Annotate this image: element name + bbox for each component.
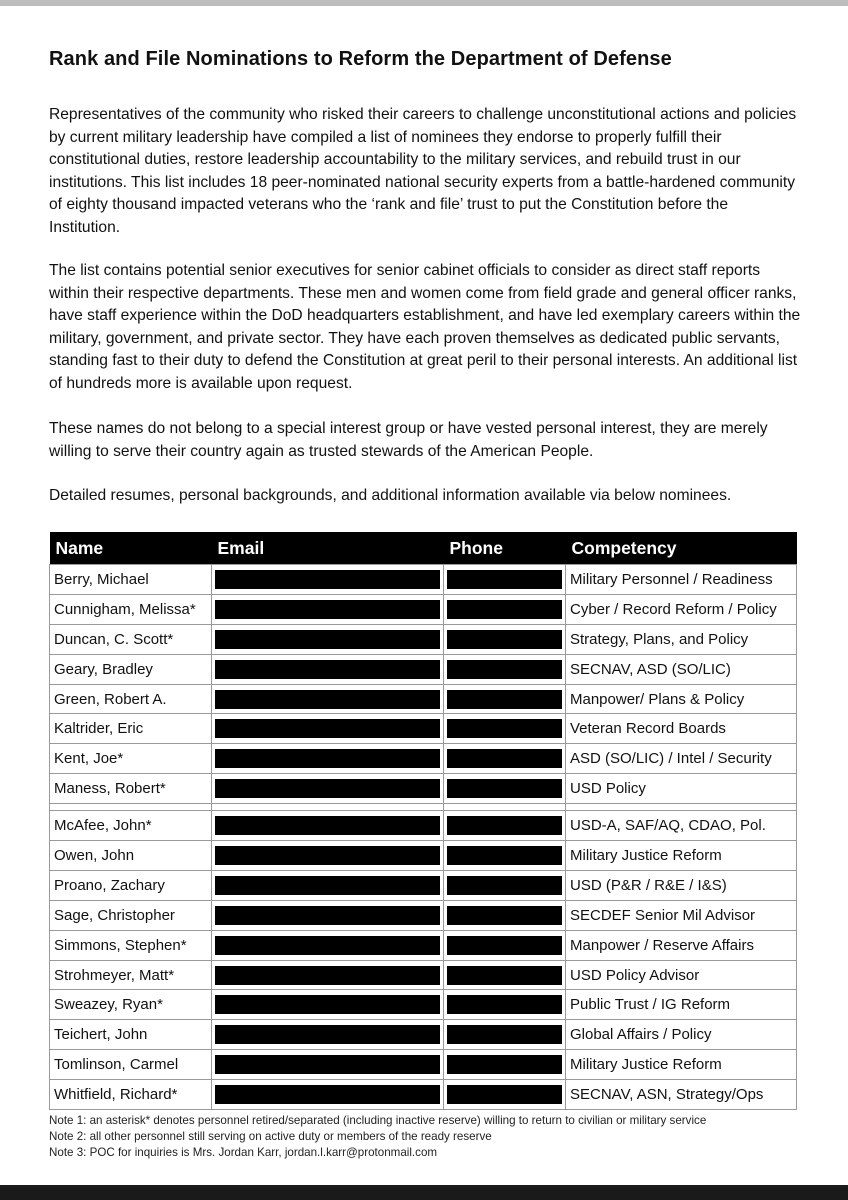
nominee-name: Geary, Bradley bbox=[50, 654, 212, 684]
table-row bbox=[50, 774, 797, 804]
footnotes bbox=[49, 1113, 809, 1161]
table-row bbox=[50, 870, 797, 900]
nominee-name: Strohmeyer, Matt* bbox=[50, 960, 212, 990]
document-title: Rank and File Nominations to Reform the Department of Defense bbox=[49, 48, 672, 70]
note-1: Note 1: an asterisk* denotes personnel retired/separated (including inactive reserve) willing to return to civilian or military service bbox=[49, 1114, 707, 1127]
email-redaction bbox=[215, 906, 440, 925]
nominee-name: Owen, John bbox=[50, 841, 212, 871]
phone-redaction bbox=[447, 846, 562, 865]
nominee-competency: SECNAV, ASD (SO/LIC) bbox=[566, 654, 797, 684]
top-edge bbox=[0, 0, 848, 6]
nominee-competency: SECDEF Senior Mil Advisor bbox=[566, 900, 797, 930]
phone-cell bbox=[444, 684, 566, 714]
nominee-competency: USD Policy Advisor bbox=[566, 960, 797, 990]
intro-paragraph: Representatives of the community who risked their careers to challenge unconstitutional actions and policies by current military leadership have compiled a list of nominees they endorse to properly fulfill their constitutional duties, restore leadership accountability to the military services, and rebuild trust in our institutions. This list includes 18 peer-nominated national security experts from a battle-hardened community of eighty thousand impacted veterans who the ‘rank and file’ trust to put the Constitution before the Institution. bbox=[49, 106, 797, 236]
email-cell bbox=[212, 624, 444, 654]
nominee-name: McAfee, John* bbox=[50, 811, 212, 841]
table-row bbox=[50, 990, 797, 1020]
nominee-competency: Global Affairs / Policy bbox=[566, 1020, 797, 1050]
email-redaction bbox=[215, 600, 440, 619]
phone-cell bbox=[444, 714, 566, 744]
nominee-name: Simmons, Stephen* bbox=[50, 930, 212, 960]
nominee-competency: Military Justice Reform bbox=[566, 841, 797, 871]
phone-cell bbox=[444, 1020, 566, 1050]
phone-cell bbox=[444, 744, 566, 774]
table-row bbox=[50, 565, 797, 595]
table-row bbox=[50, 811, 797, 841]
email-cell bbox=[212, 714, 444, 744]
phone-redaction bbox=[447, 660, 562, 679]
table-row bbox=[50, 841, 797, 871]
list-description-paragraph: The list contains potential senior executives for senior cabinet officials to consider as direct staff reports within their respective departments. These men and women come from field grade and general officer ranks, have staff experience within the DoD headquarters establishment, and have led exemplary careers within the military, government, and private sector. They have each proven themselves as dedicated public servants, standing fast to their duty to defend the Constitution at great peril to their personal interests. An additional list of hundreds more is available upon request. bbox=[49, 262, 801, 392]
table-row bbox=[50, 1050, 797, 1080]
phone-redaction bbox=[447, 936, 562, 955]
table-row bbox=[50, 684, 797, 714]
email-cell bbox=[212, 654, 444, 684]
nominee-competency: USD Policy bbox=[566, 774, 797, 804]
email-cell bbox=[212, 744, 444, 774]
nominee-competency: Public Trust / IG Reform bbox=[566, 990, 797, 1020]
nominee-name: Maness, Robert* bbox=[50, 774, 212, 804]
email-redaction bbox=[215, 660, 440, 679]
email-redaction bbox=[215, 690, 440, 709]
phone-cell bbox=[444, 654, 566, 684]
nominee-name: Proano, Zachary bbox=[50, 870, 212, 900]
nominee-competency: SECNAV, ASN, Strategy/Ops bbox=[566, 1080, 797, 1110]
phone-redaction bbox=[447, 966, 562, 985]
table-row bbox=[50, 714, 797, 744]
nominee-competency: USD (P&R / R&E / I&S) bbox=[566, 870, 797, 900]
email-cell bbox=[212, 960, 444, 990]
phone-redaction bbox=[447, 906, 562, 925]
nominees-table bbox=[49, 532, 797, 1110]
phone-cell bbox=[444, 960, 566, 990]
phone-cell bbox=[444, 1080, 566, 1110]
phone-redaction bbox=[447, 749, 562, 768]
nominee-name: Duncan, C. Scott* bbox=[50, 624, 212, 654]
email-redaction bbox=[215, 719, 440, 738]
email-redaction bbox=[215, 570, 440, 589]
table-row bbox=[50, 1020, 797, 1050]
email-redaction bbox=[215, 846, 440, 865]
phone-redaction bbox=[447, 630, 562, 649]
gap-cell bbox=[212, 804, 444, 811]
nominee-competency: Manpower / Reserve Affairs bbox=[566, 930, 797, 960]
email-cell bbox=[212, 1080, 444, 1110]
phone-redaction bbox=[447, 995, 562, 1014]
gap-cell bbox=[50, 804, 212, 811]
email-redaction bbox=[215, 749, 440, 768]
nominee-name: Kaltrider, Eric bbox=[50, 714, 212, 744]
phone-cell bbox=[444, 624, 566, 654]
email-redaction bbox=[215, 1085, 440, 1104]
phone-cell bbox=[444, 900, 566, 930]
nominee-name: Sage, Christopher bbox=[50, 900, 212, 930]
email-redaction bbox=[215, 876, 440, 895]
table-row bbox=[50, 594, 797, 624]
phone-redaction bbox=[447, 570, 562, 589]
table-row bbox=[50, 744, 797, 774]
header-email: Email bbox=[217, 537, 265, 558]
email-cell bbox=[212, 990, 444, 1020]
phone-redaction bbox=[447, 816, 562, 835]
nominee-name: Teichert, John bbox=[50, 1020, 212, 1050]
nominee-competency: Veteran Record Boards bbox=[566, 714, 797, 744]
note-2: Note 2: all other personnel still serving on active duty or members of the ready reserve bbox=[49, 1130, 492, 1143]
nominee-competency: Strategy, Plans, and Policy bbox=[566, 624, 797, 654]
phone-redaction bbox=[447, 1085, 562, 1104]
header-name: Name bbox=[55, 537, 104, 558]
header-phone: Phone bbox=[449, 537, 503, 558]
bottom-edge bbox=[0, 1185, 848, 1200]
row-gap bbox=[50, 804, 797, 811]
email-redaction bbox=[215, 1025, 440, 1044]
phone-cell bbox=[444, 990, 566, 1020]
email-redaction bbox=[215, 816, 440, 835]
table-header-row bbox=[50, 532, 797, 565]
email-cell bbox=[212, 900, 444, 930]
phone-redaction bbox=[447, 779, 562, 798]
gap-cell bbox=[444, 804, 566, 811]
email-cell bbox=[212, 930, 444, 960]
email-redaction bbox=[215, 779, 440, 798]
independence-paragraph: These names do not belong to a special interest group or have vested personal interest, they are merely willing to serve their country again as trusted stewards of the American People. bbox=[49, 420, 768, 460]
email-cell bbox=[212, 1050, 444, 1080]
phone-cell bbox=[444, 811, 566, 841]
email-cell bbox=[212, 811, 444, 841]
email-cell bbox=[212, 684, 444, 714]
email-cell bbox=[212, 1020, 444, 1050]
gap-cell bbox=[566, 804, 797, 811]
table-body bbox=[50, 565, 797, 1110]
nominee-competency: Cyber / Record Reform / Policy bbox=[566, 594, 797, 624]
table-row bbox=[50, 654, 797, 684]
email-redaction bbox=[215, 630, 440, 649]
table-row bbox=[50, 930, 797, 960]
nominee-name: Sweazey, Ryan* bbox=[50, 990, 212, 1020]
nominee-name: Berry, Michael bbox=[50, 565, 212, 595]
email-redaction bbox=[215, 966, 440, 985]
nominee-competency: USD-A, SAF/AQ, CDAO, Pol. bbox=[566, 811, 797, 841]
phone-redaction bbox=[447, 876, 562, 895]
nominee-name: Tomlinson, Carmel bbox=[50, 1050, 212, 1080]
table-row bbox=[50, 1080, 797, 1110]
email-cell bbox=[212, 565, 444, 595]
table-row bbox=[50, 960, 797, 990]
nominee-name: Kent, Joe* bbox=[50, 744, 212, 774]
phone-cell bbox=[444, 930, 566, 960]
document-page bbox=[49, 44, 801, 1159]
table-row bbox=[50, 624, 797, 654]
phone-redaction bbox=[447, 690, 562, 709]
email-cell bbox=[212, 594, 444, 624]
phone-cell bbox=[444, 870, 566, 900]
phone-redaction bbox=[447, 1055, 562, 1074]
phone-cell bbox=[444, 565, 566, 595]
phone-redaction bbox=[447, 1025, 562, 1044]
nominee-name: Whitfield, Richard* bbox=[50, 1080, 212, 1110]
phone-redaction bbox=[447, 600, 562, 619]
email-cell bbox=[212, 774, 444, 804]
email-redaction bbox=[215, 1055, 440, 1074]
nominee-name: Cunnigham, Melissa* bbox=[50, 594, 212, 624]
phone-cell bbox=[444, 1050, 566, 1080]
nominee-competency: ASD (SO/LIC) / Intel / Security bbox=[566, 744, 797, 774]
nominee-competency: Military Personnel / Readiness bbox=[566, 565, 797, 595]
email-cell bbox=[212, 841, 444, 871]
note-3: Note 3: POC for inquiries is Mrs. Jordan Karr, jordan.l.karr@protonmail.com bbox=[49, 1146, 438, 1159]
phone-redaction bbox=[447, 719, 562, 738]
email-cell bbox=[212, 870, 444, 900]
table-row bbox=[50, 900, 797, 930]
phone-cell bbox=[444, 594, 566, 624]
header-competency: Competency bbox=[571, 537, 677, 558]
nominee-competency: Military Justice Reform bbox=[566, 1050, 797, 1080]
nominee-competency: Manpower/ Plans & Policy bbox=[566, 684, 797, 714]
email-redaction bbox=[215, 995, 440, 1014]
resumes-paragraph: Detailed resumes, personal backgrounds, and additional information available via below nominees. bbox=[49, 487, 732, 504]
nominee-name: Green, Robert A. bbox=[50, 684, 212, 714]
email-redaction bbox=[215, 936, 440, 955]
phone-cell bbox=[444, 841, 566, 871]
phone-cell bbox=[444, 774, 566, 804]
